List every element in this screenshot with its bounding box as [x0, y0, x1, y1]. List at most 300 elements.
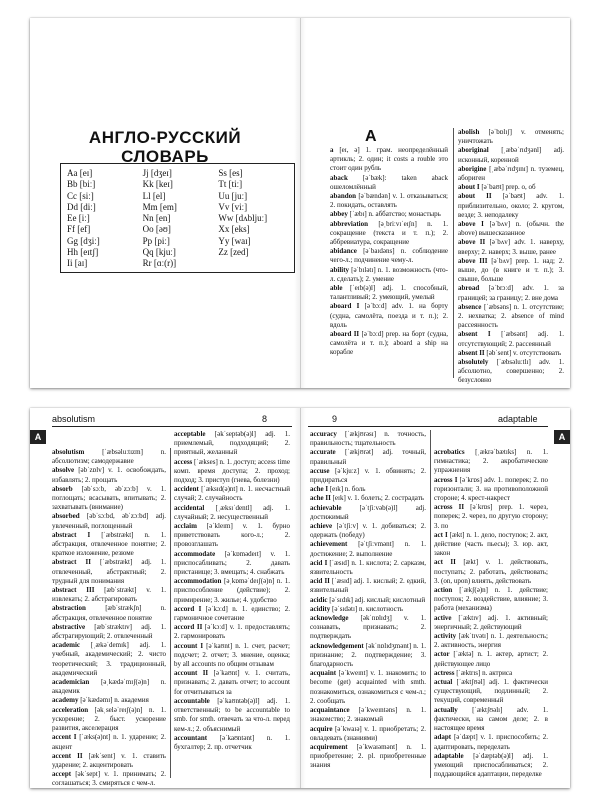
dictionary-entry [310, 504, 426, 522]
dictionary-entry [330, 330, 448, 358]
entry-headword: acclaim [174, 522, 197, 531]
entry-definition: [əˈkrɒs] adv. 1. поперек; 2. по горизонтали; 3. на противоположной стороне; 4. крест-накрест [434, 475, 548, 503]
entry-headword: accuracy [310, 430, 337, 438]
entry-definition: [əˈbrɔːd] adv. 1. за границей; за границу; 2. вне дома [458, 284, 564, 302]
entry-definition: [əˈdæptəb(ə)l] adj. 1. умеющий приспосабливаться; 2. поддающийся адаптации, переделке [434, 751, 548, 779]
dictionary-entry [458, 330, 564, 348]
entry-definition: [əˈtʃiːvmənt] n. 1. достижение; 2. выполнение [310, 540, 426, 558]
dictionary-entry [310, 596, 426, 605]
entry-definition: [əˈkwaɪə] v. 1. приобретать; 2. овладевать (знаниями) [310, 724, 426, 742]
dictionary-entry [330, 146, 448, 174]
entry-headword: absence [458, 302, 482, 311]
spine [300, 18, 301, 388]
entry-headword: acid I [310, 558, 328, 567]
entry-column [52, 448, 166, 788]
entry-headword: acid II [310, 577, 330, 586]
alphabet-letter: Ii [aɪ] [67, 258, 88, 269]
entry-headword: absorbed [52, 512, 80, 521]
dictionary-entry [330, 192, 448, 210]
entry-definition: [əˈkɔːd] v. 1. предоставлять; 2. гармонировать [174, 623, 290, 641]
entry-definition: [ˈæktʃʊəlɪ] adv. 1. фактически, на самом деле; 2. в настоящее время [434, 705, 548, 733]
dictionary-entry [310, 467, 426, 485]
entry-definition: [əˈkrɒs] prep. 1. через, поперек; 2. через, по другую сторону; 3. по [434, 503, 549, 530]
dictionary-entry [52, 485, 166, 513]
entry-headword: aborigine [458, 164, 487, 173]
entry-headword: abstract III [52, 586, 95, 595]
entry-headword: absorb [52, 484, 73, 493]
entry-definition: [əˈkaʊntəb(ə)l] adj. 1. ответственный; to be accountable to smb. for smth. отвечать за что-л. перед кем-л.; 2. объяснимый [174, 696, 290, 733]
entry-headword: acrobatics [434, 448, 465, 456]
dictionary-entry [458, 128, 564, 146]
entry-headword: actor [434, 650, 450, 659]
alphabet-letter: Aa [eɪ] [67, 168, 93, 178]
dictionary-entry [174, 430, 290, 458]
dictionary-entry [174, 550, 290, 578]
entry-definition: [əbˈsɔːb, əbˈzɔːb] v. 1. поглощать; всасывать, впитывать; 2. захватывать (внимание) [52, 484, 166, 512]
entry-definition: [ˈeɪb(ə)l] adj. 1. способный, талантливый; 2. умеющий, умелый [330, 284, 448, 302]
entry-headword: abbey [330, 210, 348, 219]
entry-definition: [ˈæktʃʊəl] adj. 1. фактически существующий, подлинный; 2. текущий, современный [434, 678, 548, 705]
title-line-2: СЛОВАРЬ [121, 147, 209, 166]
entry-definition: [əˈkaʊnt] v. 1. считать, признавать; 2. давать отчет; to account for отчитываться за [174, 669, 290, 696]
entry-headword: accent II [52, 751, 83, 760]
entry-headword: acceleration [52, 705, 89, 714]
entry-headword: abandon [330, 192, 357, 201]
entry-headword: acknowledgement [310, 641, 364, 650]
entry-headword: absent I [458, 330, 491, 339]
entry-headword: absent II [458, 348, 485, 357]
dictionary-entry [330, 174, 448, 192]
entry-headword: about II [458, 192, 492, 201]
alphabet-letter: Ww [dʌbljuː] [218, 213, 268, 224]
entry-definition: [eɪ, ə] 1. грам. неопределённый артикль; 2. один; it costs a rouble это стоит один рубль [330, 146, 448, 173]
entry-definition: [eɪk] n. боль [328, 485, 366, 494]
entry-column [310, 430, 426, 782]
entry-definition: [ˈækʃ(ə)n] n. 1. действие; поступок; 2. воздействие, влияние; 3. работа (механизма) [434, 586, 548, 613]
dictionary-entry [330, 220, 448, 248]
entry-headword: action [434, 586, 453, 595]
dictionary-entry [174, 642, 290, 670]
entry-definition: [əˌkædəˈmɪʃ(ə)n] n. академик [52, 678, 166, 696]
entry-headword: achievement [310, 540, 348, 549]
entry-definition: [əˈkaʊnt] n. 1. счет, расчет; подсчет; 2. отчет; 3. мнение, оценка; by all accounts по общим отзывам [174, 641, 291, 669]
entry-headword: abbreviation [330, 219, 368, 228]
entry-definition: [əˈtʃiːvəb(ə)l] adj. достижимый [310, 503, 426, 521]
alphabet-letter: Rr [ɑː(r)] [142, 258, 177, 269]
dictionary-entry [434, 733, 548, 751]
entry-headword: academy [52, 696, 79, 705]
entry-headword: acidity [310, 604, 331, 613]
entry-headword: account II [174, 669, 209, 678]
entry-definition: [əˈbɔːd] adv. 1. на борту (судна, самолёта, поезда и т. п.); 2. вдоль [330, 302, 449, 329]
entry-definition: [əˈbɒlɪʃ] v. отменять; уничтожать [458, 128, 564, 146]
entry-definition: [ækˈsent] v. 1. ставить ударение; 2. акцентировать [52, 751, 166, 769]
dictionary-entry [174, 669, 290, 697]
running-head-right: adaptable [498, 414, 538, 424]
dictionary-entry [174, 577, 290, 605]
entry-headword: actual [434, 678, 453, 687]
column-divider [453, 128, 454, 378]
dictionary-entry [310, 669, 426, 706]
dictionary-entry [330, 302, 448, 330]
dictionary-entry [174, 522, 290, 550]
entry-headword: above III [458, 256, 488, 265]
dictionary-entry [52, 558, 166, 586]
entry-headword: acquirement [310, 742, 348, 751]
entry-headword: ache I [310, 485, 329, 494]
dictionary-entry [434, 614, 548, 632]
alphabet-letter: Nn [en] [142, 213, 171, 224]
alphabet-column [67, 168, 137, 270]
alphabet-letter: Yy [waɪ] [218, 235, 251, 246]
spine [300, 408, 301, 788]
thumb-tab-right: A [554, 430, 570, 444]
entry-headword: accidental [174, 503, 205, 512]
entry-headword: across I [434, 475, 458, 484]
entry-headword: active [434, 613, 452, 622]
entry-definition: [ˌæbəˈrɪdʒɪnɪ] n. туземец, абориген [458, 164, 564, 183]
entry-definition: [əˈbʌv] prep. 1. над; 2. выше, до (в книге и т. п.); 3. свыше, больше [458, 256, 564, 284]
alphabet-letter: Zz [zed] [218, 247, 249, 258]
entry-headword: actress [434, 668, 455, 677]
dictionary-entry [52, 448, 166, 466]
entry-headword: achieve [310, 522, 333, 531]
entry-column [330, 146, 448, 382]
entry-definition: [ˈækses] n. 1. доступ; access time комп. время доступа; 2. проход; подход; 3. приступ (гнева, болезни) [174, 457, 290, 485]
entry-headword: accurate [310, 448, 336, 457]
entry-definition: [əˈbɪlətɪ] n. 1. возможность (что-л. сделать); 2. умение [330, 265, 448, 283]
entry-definition: [əˈbɔːd] prep. на борт (судна, самолёта и т. п.); aboard a ship на корабле [330, 330, 448, 357]
header-rule-right [308, 426, 548, 427]
dictionary-entry [330, 247, 448, 265]
alphabet-letter: Dd [diː] [67, 201, 96, 212]
dictionary-entry [434, 531, 548, 559]
entry-definition: [ækt] n. 1. дело, поступок; 2. акт, действие (часть пьесы); 3. юр. акт, закон [434, 530, 548, 558]
dictionary-entry [330, 266, 448, 284]
entry-definition: [ˌækrəˈbætɪks] n. 1. гимнастика; 2. акробатические упражнения [434, 448, 548, 475]
dictionary-entry [434, 706, 548, 734]
dictionary-entry [458, 146, 564, 164]
dictionary-entry [434, 752, 548, 780]
entry-definition: [əˈtʃiːv] v. 1. добиваться; 2. одержать (победу) [310, 522, 426, 540]
entry-definition: [əˈdæpt] v. 1. приспособить; 2. адаптировать, переделать [434, 733, 548, 751]
dictionary-entry [174, 697, 290, 734]
dictionary-entry [174, 734, 290, 752]
alphabet-letter: Vv [viː] [218, 201, 248, 212]
alphabet-letter: Pp [piː] [142, 235, 170, 246]
alphabet-letter: Mm [em] [142, 201, 177, 212]
entry-headword: activity [434, 632, 457, 641]
entry-headword: access [174, 457, 193, 466]
entry-definition: [əˈsɪdɪk] adj. кислый; кислотный [327, 595, 426, 604]
entry-headword: accord I [174, 604, 202, 613]
entry-headword: abolish [458, 128, 480, 136]
entry-headword: accommodation [174, 577, 222, 586]
entry-definition: [ˈæks(ə)nt] n. 1. ударение; 2. акцент [52, 733, 166, 751]
entry-definition: [ˈæbsənt] adj. 1. отсутствующий; 2. рассеянный [458, 330, 564, 348]
entry-definition: [ˈæbstrækt] adj. 1. отвлеченный, абстрактный; 2. трудный для понимания [52, 558, 166, 585]
dictionary-entry [52, 623, 166, 641]
alphabet-letter: Ll [el] [142, 190, 166, 201]
entry-headword: absolutism [52, 448, 85, 456]
entry-headword: accident [174, 485, 199, 494]
dictionary-entry [458, 192, 564, 220]
alphabet-column [218, 168, 288, 270]
dictionary-entry [434, 650, 548, 668]
entry-definition: [əˈkɔːd] n. 1. единство; 2. гармоничное сочетание [174, 604, 290, 623]
entry-headword: accord II [174, 623, 203, 632]
dictionary-entry [52, 466, 166, 484]
dictionary-entry [310, 430, 426, 448]
page-number-right: 9 [332, 414, 338, 424]
entry-definition: [əˈbʌv] adv. 1. наверху, вверху; 2. наверх; 3. выше, ранее [458, 238, 565, 256]
entry-definition: [ˈæksɪd(ə)nt] n. 1. несчастный случай; 2. случайность [174, 485, 290, 503]
entry-definition: [əkˌseləˈreɪʃ(ə)n] n. 1. ускорение; 2. быст. ускорение развития, акселерация [52, 705, 166, 733]
entry-definition: [ˈæsɪd] n. 1. кислота; 2. сарказм, язвительность [310, 558, 426, 577]
dictionary-entry [52, 706, 166, 734]
entry-definition: [eɪk] v. 1. болеть; 2. сострадать [330, 494, 424, 503]
alphabet-letter: Gg [dʒiː] [67, 235, 100, 246]
entry-definition: [ˈæbstrækt] n. 1. абстракция, отвлеченное понятие; 2. краткое изложение, резюме [52, 530, 166, 558]
entry-headword: acceptable [174, 430, 206, 438]
dictionary-entry [310, 577, 426, 595]
entry-headword: aboard I [330, 302, 360, 311]
dictionary-entry [310, 642, 426, 670]
entry-definition: [əkˈnɒlɪdʒ] v. 1. сознавать, признавать; 2. подтверждать [310, 614, 426, 641]
title-line-1: АНГЛО-РУССКИЙ [88, 128, 242, 147]
entry-definition: [əbˈzɒlv] v. 1. освобождать, избавлять; 2. прощать [52, 466, 166, 484]
entry-definition: [əˈsɪdətɪ] n. кислотность [330, 604, 403, 613]
dictionary-entry [458, 238, 564, 256]
spread-title-page [30, 18, 570, 388]
dictionary-entry [310, 725, 426, 743]
entry-headword: able [330, 284, 343, 293]
dictionary-entry [52, 586, 166, 604]
dictionary-entry [174, 504, 290, 522]
entry-definition: [əˈkɒmədeɪt] v. 1. приспосабливать; 2. давать пристанище; 3. вмещать; 4. снабжать [174, 549, 290, 577]
entry-headword: academician [52, 678, 90, 687]
alphabet-letter: Jj [dʒeɪ] [142, 168, 172, 178]
entry-definition: [əˈbæk]: taken aback ошеломлённый [330, 173, 448, 191]
entry-headword: acidic [310, 595, 328, 604]
alphabet-column [143, 168, 213, 270]
entry-definition: [ˈæktə] n. 1. актер, артист; 2. действующее лицо [434, 650, 548, 668]
entry-headword: abstraction [52, 604, 86, 613]
dictionary-entry [52, 752, 166, 770]
dictionary-entry [174, 485, 290, 503]
entry-headword: aback [330, 173, 348, 182]
entry-definition: [ˈæktɪv] adj. 1. активный; энергичный; 2. действующий [434, 613, 548, 631]
dictionary-entry [434, 678, 548, 706]
alphabet-letter: Kk [keɪ] [142, 179, 173, 190]
dictionary-entry [310, 743, 426, 771]
entry-headword: abstractive [52, 622, 86, 631]
dictionary-entry [458, 349, 564, 358]
entry-definition: [ˌæksɪˈdentl] adj. 1. случайный; 2. несущественный [174, 503, 290, 521]
entry-definition: [əˈkweɪnt] v. 1. знакомить; to become (get) acquainted with smth. познакомиться, ознакомиться с чем-л.; 2. сообщать [310, 669, 426, 705]
entry-definition: [ækˈtɪvətɪ] n. 1. деятельность; 2. активность, энергия [434, 632, 548, 650]
dictionary-entry [310, 559, 426, 577]
alphabet-letter: Ff [ef] [67, 224, 91, 235]
entry-headword: a [330, 146, 334, 154]
dictionary-entry [458, 358, 564, 386]
entry-definition: [ˌæbəˈrɪdʒənl] adj. исконный, коренной [458, 146, 564, 164]
entry-headword: across II [434, 503, 465, 512]
column-divider [170, 448, 171, 778]
dictionary-entry [458, 257, 564, 285]
dictionary-entry [330, 210, 448, 219]
alphabet-table [60, 163, 295, 273]
dictionary-entry [458, 165, 564, 183]
dictionary-entry [434, 448, 548, 476]
entry-definition: [əˈbaʊt] adv. 1. приблизительно, около; 2. кругом, везде; 3. неподалеку [458, 192, 564, 219]
entry-headword: about I [458, 183, 480, 192]
entry-definition: [əbˈsent] v. отсутствовать [484, 348, 562, 357]
entry-headword: above II [458, 238, 486, 247]
entry-definition: [ˈækjʊrəsɪ] n. точность, правильность; тщательность [310, 430, 426, 448]
entry-definition: [ækt] v. 1. действовать, поступать; 2. работать, действовать; 3. (on, upon) влиять, действовать [434, 558, 548, 585]
entry-headword: absolve [52, 466, 75, 475]
dictionary-entry [458, 284, 564, 302]
alphabet-letter: Hh [eɪtʃ] [67, 247, 99, 258]
entry-definition: [ˈæbsəluːtlɪ] adv. 1. абсолютно, совершенно; 2. безусловно [458, 358, 564, 385]
entry-headword: adaptable [434, 751, 464, 760]
entry-definition: [ˈæbsəluːtɪzm] n. абсолютизм; самодержавие [52, 448, 166, 466]
entry-headword: aboard II [330, 330, 360, 339]
dictionary-entry [52, 770, 166, 788]
entry-definition: [ˈæbɪ] n. аббатство; монастырь [347, 210, 441, 219]
alphabet-letter: Ss [es] [218, 168, 243, 178]
alphabet-letter: Uu [juː] [218, 190, 248, 201]
dictionary-entry [434, 632, 548, 650]
dictionary-entry [434, 669, 548, 678]
dictionary-entry [434, 476, 548, 504]
thumb-tab-left: A [30, 430, 46, 444]
section-letter: A [365, 128, 377, 145]
dictionary-entry [310, 522, 426, 540]
entry-definition: [ˈæbsəns] n. 1. отсутствие; 2. нехватка; 2. absence of mind рассеянность [458, 302, 564, 330]
dictionary-entry [458, 303, 564, 331]
spread-pages-8-9 [30, 408, 570, 788]
running-head-left: absolutism [52, 414, 96, 424]
alphabet-letter: Tt [tiː] [218, 179, 243, 190]
dictionary-entry [434, 558, 548, 586]
entry-headword: accountant [174, 733, 208, 742]
entry-definition: [əˈkjuːz] v. 1. обвинять; 2. придираться [310, 466, 426, 485]
entry-definition: [əˈbaɪdəns] n. соблюдение чего-л.; подчинение чему-л. [330, 247, 448, 265]
entry-definition: [ˈæktrɪs] n. актриса [454, 668, 513, 677]
header-rule-left [52, 426, 292, 427]
entry-column [458, 128, 564, 383]
entry-definition: [əˈbaʊt] prep. о, об [479, 183, 536, 192]
dictionary-entry [310, 485, 426, 494]
entry-definition: [əbˈsɔːbd, əbˈzɔːbd] adj. увлеченный, поглощенный [52, 512, 166, 530]
entry-headword: act I [434, 530, 448, 539]
entry-headword: acknowledge [310, 614, 349, 623]
entry-definition: [əˈkleɪm] v. 1. бурно приветствовать кого-л.; 2. провозглашать [174, 522, 290, 549]
dictionary-entry [310, 706, 426, 724]
entry-definition: [əˌbriːvɪˈeɪʃn] n. 1. сокращение (текста и т. п.); 2. аббревиатура, сокращение [330, 219, 448, 247]
entry-definition: [əkˈsept] v. 1. принимать; 2. соглашаться; 3. смиряться с чем-л. [52, 770, 166, 788]
dictionary-entry [52, 696, 166, 705]
entry-definition: [æbˈstræktɪv] adj. 1. абстрагирующий; 2. отвлеченный [52, 622, 166, 641]
entry-headword: aboriginal [458, 146, 489, 155]
entry-definition: [əkˈnɒlɪdʒmənt] n. 1. признание; 2. подтверждение; 3. благодарность [310, 641, 426, 669]
entry-headword: above I [458, 220, 484, 229]
entry-headword: actually [434, 705, 458, 714]
entry-definition: [ˈæsɪd] adj. 1. кислый; 2. едкий, язвительный [310, 577, 426, 595]
alphabet-letter: Cc [siː] [67, 190, 94, 201]
entry-headword: abstract II [52, 558, 91, 567]
dictionary-entry [310, 540, 426, 558]
dictionary-entry [52, 531, 166, 559]
dictionary-entry [52, 678, 166, 696]
dictionary-entry [174, 623, 290, 641]
alphabet-letter: Bb [biː] [67, 179, 96, 190]
entry-headword: account I [174, 641, 204, 650]
alphabet-letter: Xx [eks] [218, 224, 250, 235]
entry-definition: [əˈkaʊntənt] n. 1. бухгалтер; 2. пр. отчетчик [174, 733, 290, 751]
alphabet-letter: Ee [iː] [67, 213, 90, 224]
entry-definition: [ˌækəˈdemɪk] adj. 1. учебный, академический; 2. чисто теоретический; 3. традиционный, академический [52, 641, 166, 677]
entry-headword: accept [52, 770, 72, 779]
entry-headword: abstract I [52, 530, 91, 539]
entry-headword: abroad [458, 284, 480, 293]
dictionary-entry [310, 614, 426, 642]
entry-headword: act II [434, 558, 456, 567]
dictionary-title [30, 128, 300, 166]
entry-definition: [əˈbʌv] n. (обычн. the above) вышесказанное [458, 220, 564, 238]
entry-column [434, 448, 548, 782]
dictionary-entry [458, 183, 564, 192]
dictionary-entry [174, 458, 290, 486]
dictionary-entry [52, 641, 166, 678]
entry-headword: achievable [310, 503, 342, 512]
dictionary-entry [310, 494, 426, 503]
entry-definition: [əˈkwaɪəmənt] n. 1. приобретение; 2. pl. приобретенные знания [310, 742, 426, 770]
dictionary-entry [310, 605, 426, 614]
dictionary-entry [52, 733, 166, 751]
entry-headword: abidance [330, 247, 357, 256]
entry-definition: [æbˈstrækt] v. 1. извлекать; 2. абстрагировать [52, 586, 166, 604]
alphabet-letter: Oo [əʊ] [142, 224, 171, 235]
entry-definition: [əˈkweɪntəns] n. 1. знакомство; 2. знакомый [310, 706, 426, 724]
entry-headword: ability [330, 265, 350, 274]
entry-headword: ache II [310, 494, 331, 503]
entry-headword: accuse [310, 466, 330, 475]
entry-definition: [əˈkædəmɪ] n. академия [78, 696, 149, 705]
entry-headword: absolutely [458, 358, 489, 367]
dictionary-entry [52, 604, 166, 622]
entry-definition: [əˌkɒməˈdeɪʃ(ə)n] n. 1. приспособление (действие); 2. примирение; 3. жилье; 4. удобство [174, 577, 290, 604]
dictionary-entry [434, 503, 548, 531]
dictionary-entry [458, 220, 564, 238]
dictionary-entry [310, 448, 426, 466]
entry-headword: accountable [174, 696, 210, 705]
entry-headword: accommodate [174, 549, 216, 558]
column-divider [430, 430, 431, 778]
entry-headword: academic [52, 641, 80, 650]
page-number-left: 8 [262, 414, 268, 424]
alphabet-letter: Qq [kjuː] [142, 247, 176, 258]
dictionary-entry [174, 605, 290, 623]
entry-definition: [əkˈseptəb(ə)l] adj. 1. приемлемый, подходящий; 2. приятный, желанный [174, 430, 290, 457]
entry-headword: adapt [434, 733, 452, 742]
entry-headword: acquire [310, 724, 333, 733]
entry-definition: [ˈækjʊrət] adj. точный, правильный [310, 448, 426, 466]
entry-headword: acquaintance [310, 706, 350, 715]
entry-definition: [əˈbændən] v. 1. отказываться; 2. покидать, оставлять [330, 192, 448, 210]
